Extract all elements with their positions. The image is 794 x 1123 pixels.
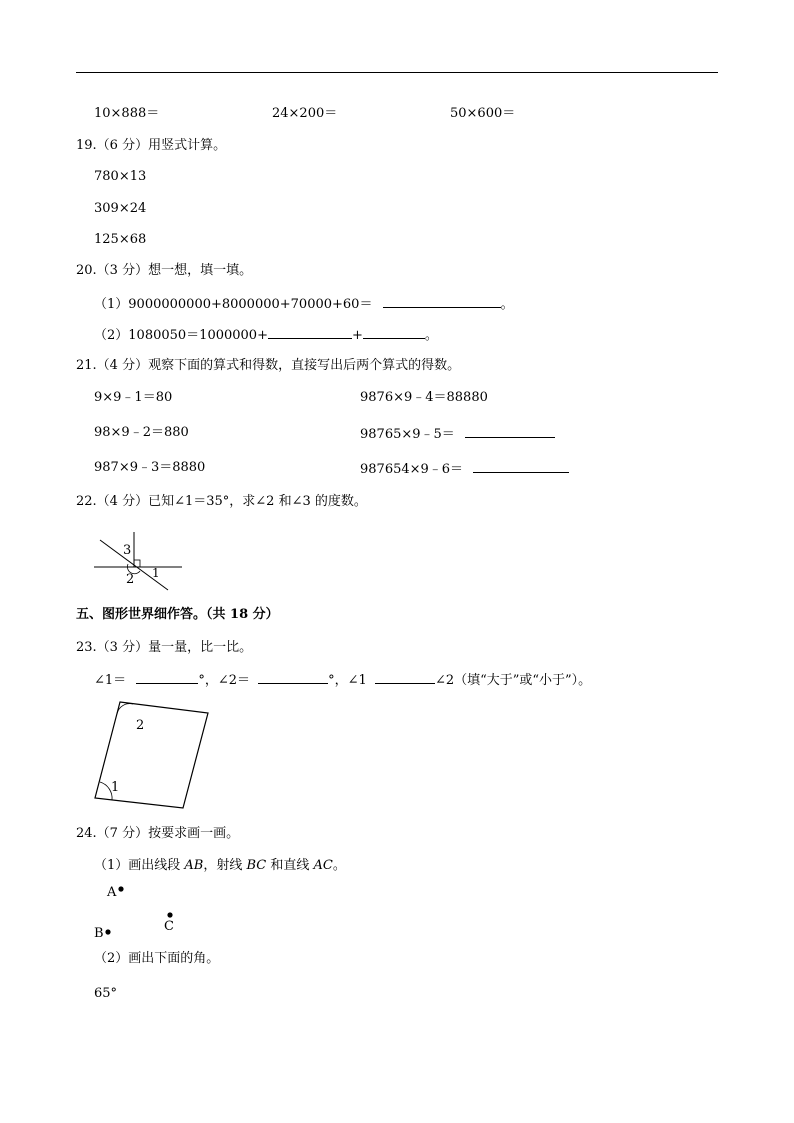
angle-1-label: 1 (111, 780, 120, 795)
q24-p1-a: （1）画出线段 (94, 858, 185, 873)
q21-right-2-text: 98765×9﹣5＝ (360, 427, 455, 442)
point-c[interactable] (167, 912, 172, 917)
q20-p2-plus: + (351, 328, 363, 343)
calc-item-2: 24×200＝ (272, 106, 338, 121)
q24-angle-value: 65° (94, 986, 118, 1001)
line-ac: AC (313, 858, 333, 873)
q20-p1-blank[interactable] (383, 295, 501, 308)
q23-tail: ∠2（填“大于”或“小于”）。 (434, 673, 592, 688)
q23-a1-text: ∠1＝ (94, 673, 127, 688)
q24-p1-d: 。 (332, 858, 346, 873)
q20-p2-blank-1[interactable] (268, 326, 352, 339)
section-5-heading: 五、图形世界细作答。（共 18 分） (76, 607, 279, 622)
q23-blank-2[interactable] (258, 671, 328, 684)
q24-p1-c: 和直线 (266, 858, 314, 873)
q20-part-2 (94, 326, 438, 344)
q21-right-1: 9876×9﹣4＝88880 (360, 390, 488, 405)
q20-p1-end: 。 (500, 297, 514, 312)
q23-deg1: °，∠2＝ (198, 673, 250, 688)
angle-2-label: 2 (126, 572, 135, 587)
q21-right-2 (360, 425, 555, 443)
q19-title: 19.（6 分）用竖式计算。 (76, 138, 227, 153)
q23-parallelogram (92, 700, 212, 812)
q20-title: 20.（3 分）想一想，填一填。 (76, 263, 253, 278)
ray-bc: BC (246, 858, 267, 873)
angle-3-label: 3 (123, 543, 132, 558)
q19-item-2: 309×24 (94, 201, 147, 216)
q22-title: 22.（4 分）已知∠1＝35°，求∠2 和∠3 的度数。 (76, 494, 367, 509)
q24-points (90, 880, 190, 944)
q21-title: 21.（4 分）观察下面的算式和得数，直接写出后两个算式的得数。 (76, 358, 461, 373)
q21-left-1: 9×9﹣1＝80 (94, 390, 173, 405)
point-b-label: B (94, 926, 104, 941)
point-a-label: A (107, 885, 117, 900)
calc-item-3: 50×600＝ (450, 106, 516, 121)
point-a[interactable] (118, 886, 123, 891)
q23-deg2: °，∠1 (328, 673, 367, 688)
calc-item-1: 10×888＝ (94, 106, 160, 121)
segment-ab: AB (184, 858, 204, 873)
q19-item-3: 125×68 (94, 232, 147, 247)
header-rule (76, 72, 718, 73)
q21-left-2: 98×9﹣2＝880 (94, 425, 189, 440)
q23-title: 23.（3 分）量一量，比一比。 (76, 640, 253, 655)
q21-right-3-text: 987654×9﹣6＝ (360, 462, 464, 477)
q20-p2-text: （2）1080050＝1000000+ (94, 328, 268, 343)
q21-right-3-blank[interactable] (473, 460, 569, 473)
q20-p1-text: （1）9000000000+8000000+70000+60＝ (94, 297, 373, 312)
q19-item-1: 780×13 (94, 169, 147, 184)
q24-title: 24.（7 分）按要求画一画。 (76, 826, 240, 841)
angle-1-label: 1 (152, 566, 160, 580)
q23-fill-line (94, 671, 591, 689)
point-c-label: C (164, 919, 174, 934)
q20-p2-blank-2[interactable] (363, 326, 425, 339)
q23-blank-3[interactable] (375, 671, 435, 684)
point-b[interactable] (105, 929, 110, 934)
q24-part-1 (94, 858, 346, 874)
q21-right-2-blank[interactable] (465, 425, 555, 438)
q23-blank-1[interactable] (136, 671, 198, 684)
q24-p1-b: ，射线 (203, 858, 247, 873)
angle-2-label: 2 (136, 718, 145, 733)
q22-figure (92, 530, 184, 594)
q21-right-3 (360, 460, 569, 478)
q21-left-3: 987×9﹣3＝8880 (94, 460, 206, 475)
q20-p2-end: 。 (424, 328, 438, 343)
q20-part-1 (94, 295, 514, 313)
q24-part-2: （2）画出下面的角。 (94, 951, 220, 966)
